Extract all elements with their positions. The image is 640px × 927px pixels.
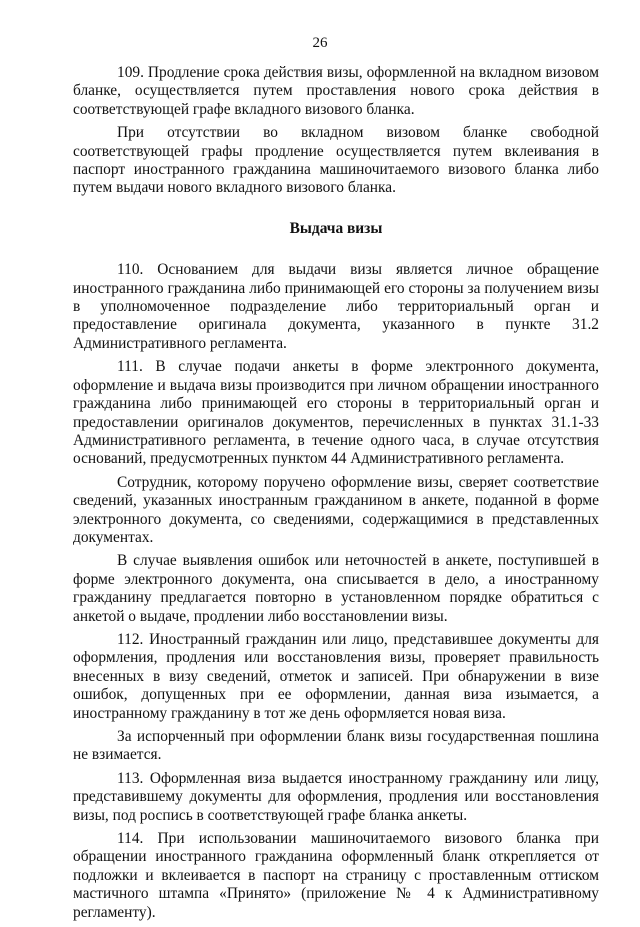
paragraph-111: 111. В случае подачи анкеты в форме электронного документа, оформление и выдача визы производится при личном обращении иностранного гражданина либо принимающей его стороны в территориальный орган и предоставлении оригиналов документов, перечисленных в пунктах 31.1-33 Административного регламента, в течение одного часа, в случае отсутствия оснований, предусмотренных пунктом 44 Административного регламента.: [73, 358, 599, 468]
paragraph-114: 114. При использовании машиночитаемого визового бланка при обращении иностранного гражданина оформленный бланк открепляется от подложки и вклеивается в паспорт на страницу с проставленным оттиском мастичного штампа «Принято» (приложение № 4 к Административному регламенту).: [73, 830, 599, 921]
document-body: [73, 64, 599, 927]
paragraph-109-continuation: При отсутствии во вкладном визовом бланке свободной соответствующей графы продление осуществляется путем вклеивания в паспорт иностранного гражданина машиночитаемого визового бланка либо путем выдачи нового вкладного визового бланка.: [73, 124, 599, 197]
paragraph-109: 109. Продление срока действия визы, оформленной на вкладном визовом бланке, осуществляется путем проставления нового срока действия в соответствующей графе вкладного визового бланка.: [73, 64, 599, 118]
paragraph-112-fee: За испорченный при оформлении бланк визы государственная пошлина не взимается.: [73, 728, 599, 764]
paragraph-113: 113. Оформленная виза выдается иностранному гражданину или лицу, представившему документы для оформления, продления или восстановления визы, под роспись в соответствующей графе бланка анкеты.: [73, 769, 599, 824]
paragraph-112: 112. Иностранный гражданин или лицо, представившее документы для оформления, продления или восстановления визы, проверяет правильность внесенных в визу сведений, отметок и записей. При обнаружении в визе ошибок, допущенных при ее оформлении, данная виза изымается, а иностранному гражданину в тот же день оформляется новая виза.: [73, 630, 599, 722]
paragraph-111-verification: Сотрудник, которому поручено оформление визы, сверяет соответствие сведений, указанных иностранным гражданином в анкете, поданной в форме электронного документа, со сведениями, содержащимися в представленных документах.: [73, 473, 599, 546]
paragraph-111-errors: В случае выявления ошибок или неточностей в анкете, поступившей в форме электронного документа, она списывается в дело, а иностранному гражданину предлагается повторно в установленном порядке обратиться с анкетой о выдаче, продлении либо восстановлении визы.: [73, 552, 599, 625]
page-number: 26: [312, 35, 328, 51]
paragraph-110: 110. Основанием для выдачи визы является личное обращение иностранного гражданина либо принимающей его стороны за получением визы в уполномоченное подразделение либо территориальный орган и предоставление оригинала документа, указанного в пункте 31.2 Административного регламента.: [73, 261, 599, 352]
section-heading: Выдача визы: [289, 219, 383, 237]
